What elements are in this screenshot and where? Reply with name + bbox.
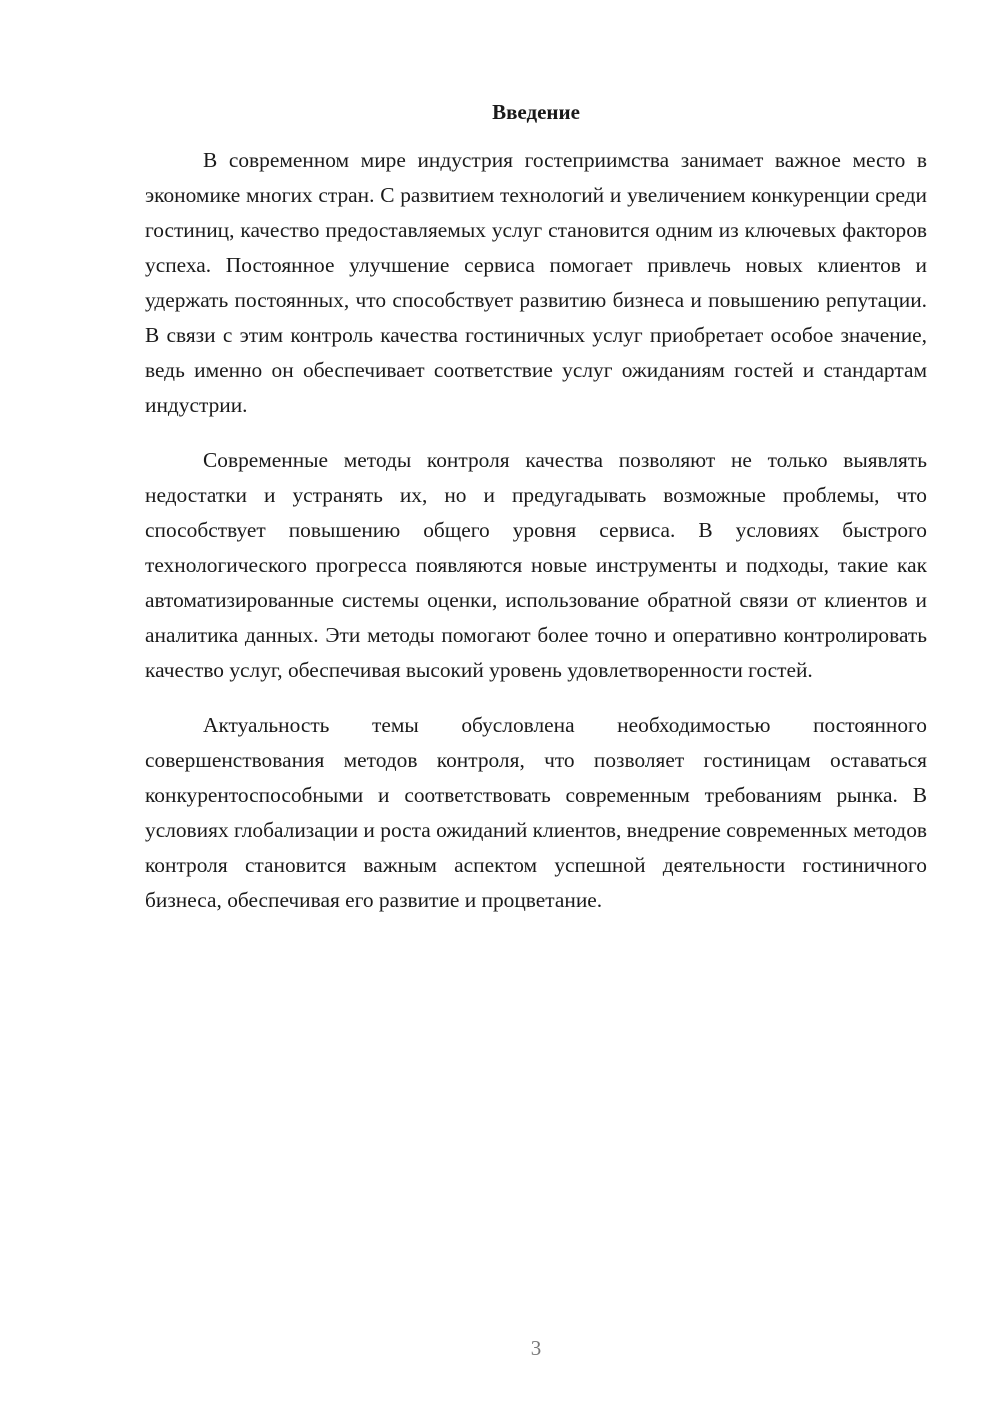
page-number: 3 [530, 1336, 542, 1360]
paragraph-1: В современном мире индустрия гостеприимства занимает важное место в экономике многих стран. С развитием технологий и увеличением конкуренции среди гостиниц, качество предоставляемых услуг становится одним из ключевых факторов успеха. Постоянное улучшение сервиса помогает привлечь новых клиентов и удержать постоянных, что способствует развитию бизнеса и повышению репутации. В связи с этим контроль качества гостиничных услуг приобретает особое значение, ведь именно он обеспечивает соответствие услуг ожиданиям гостей и стандартам индустрии. [145, 148, 927, 417]
section-title: Введение [492, 100, 580, 124]
paragraph-2: Современные методы контроля качества позволяют не только выявлять недостатки и устранять их, но и предугадывать возможные проблемы, что способствует повышению общего уровня сервиса. В условиях быстрого технологического прогресса появляются новые инструменты и подходы, такие как автоматизированные системы оценки, использование обратной связи от клиентов и аналитика данных. Эти методы помогают более точно и оперативно контролировать качество услуг, обеспечивая высокий уровень удовлетворенности гостей. [145, 448, 927, 682]
paragraph-3: Актуальность темы обусловлена необходимостью постоянного совершенствования методов контроля, что позволяет гостиницам оставаться конкурентоспособными и соответствовать современным требованиям рынка. В условиях глобализации и роста ожиданий клиентов, внедрение современных методов контроля становится важным аспектом успешной деятельности гостиничного бизнеса, обеспечивая его развитие и процветание. [145, 713, 927, 912]
body-text [145, 143, 927, 938]
